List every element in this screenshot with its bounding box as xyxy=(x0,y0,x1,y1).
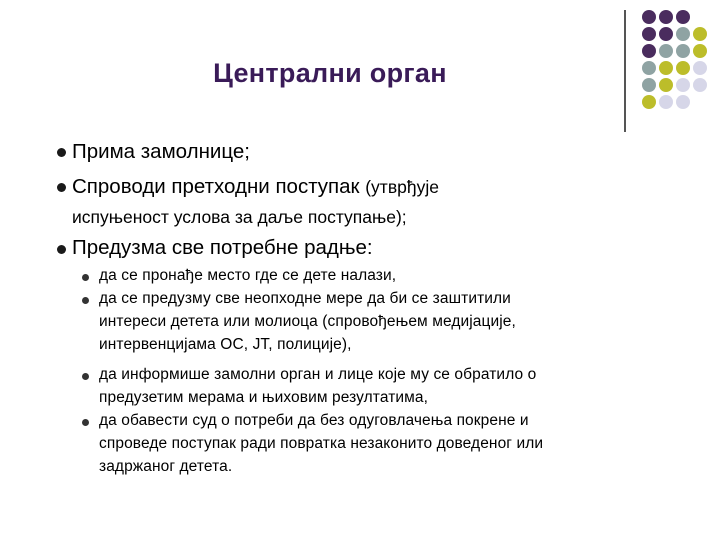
bullet-text: Прима замолнице; xyxy=(72,140,250,163)
dot-gray xyxy=(642,61,656,75)
bullet-dot xyxy=(57,148,66,157)
dot-yellow xyxy=(693,44,707,58)
dot-gray xyxy=(676,44,690,58)
bullet-text-main: Спроводи претходни поступак xyxy=(72,175,360,198)
sub-bullet-dot xyxy=(82,297,89,304)
sub-bullet-line: задржаног детета. xyxy=(99,458,233,475)
dot-yellow xyxy=(642,95,656,109)
sub-bullet-dot xyxy=(82,373,89,380)
bullet-dot xyxy=(57,183,66,192)
dot-yellow xyxy=(676,61,690,75)
dot-gray xyxy=(659,44,673,58)
sub-bullet-line: предузетим мерама и њиховим резултатима, xyxy=(99,389,429,406)
dot-purple xyxy=(642,44,656,58)
dot-yellow xyxy=(693,27,707,41)
sub-bullet-line: интервенцијама ОС, ЈТ, полиције), xyxy=(99,336,352,353)
slide-title: Централни орган xyxy=(213,58,447,88)
dot-purple xyxy=(642,10,656,24)
dot-gray xyxy=(676,27,690,41)
sub-bullet-dot xyxy=(82,419,89,426)
dot-light xyxy=(659,95,673,109)
dot-yellow xyxy=(659,61,673,75)
dot-light xyxy=(693,61,707,75)
sub-bullet-line: да се предузму све неопходне мере да би се заштитили xyxy=(99,290,511,307)
dot-purple xyxy=(659,10,673,24)
bullet-dot xyxy=(57,245,66,254)
bullet-text-paren: (утврђује xyxy=(365,177,439,197)
sub-bullet-line: да информише замолни орган и лице које му се обратило о xyxy=(99,366,537,383)
dot-light xyxy=(676,95,690,109)
bullet-text xyxy=(72,175,439,199)
dot-yellow xyxy=(659,78,673,92)
sub-bullet-line: да обавести суд о потреби да без одуговлачења покрене и xyxy=(99,412,529,429)
dot-gray xyxy=(642,78,656,92)
dot-purple xyxy=(676,10,690,24)
vertical-divider xyxy=(624,10,626,132)
dot-purple xyxy=(659,27,673,41)
dot-light xyxy=(693,78,707,92)
sub-bullet-line: интереси детета или молиоца (спровођењем медијације, xyxy=(99,313,516,330)
dot-light xyxy=(676,78,690,92)
bullet-text-continuation: испуњеност услова за даље поступање); xyxy=(72,207,407,227)
sub-bullet-line: спроведе поступак ради повратка незаконито доведеног или xyxy=(99,435,544,452)
sub-bullet-line: да се пронађе место где се дете налази, xyxy=(99,267,397,284)
dot-purple xyxy=(642,27,656,41)
bullet-text: Предузма све потребне радње: xyxy=(72,236,373,259)
sub-bullet-dot xyxy=(82,274,89,281)
